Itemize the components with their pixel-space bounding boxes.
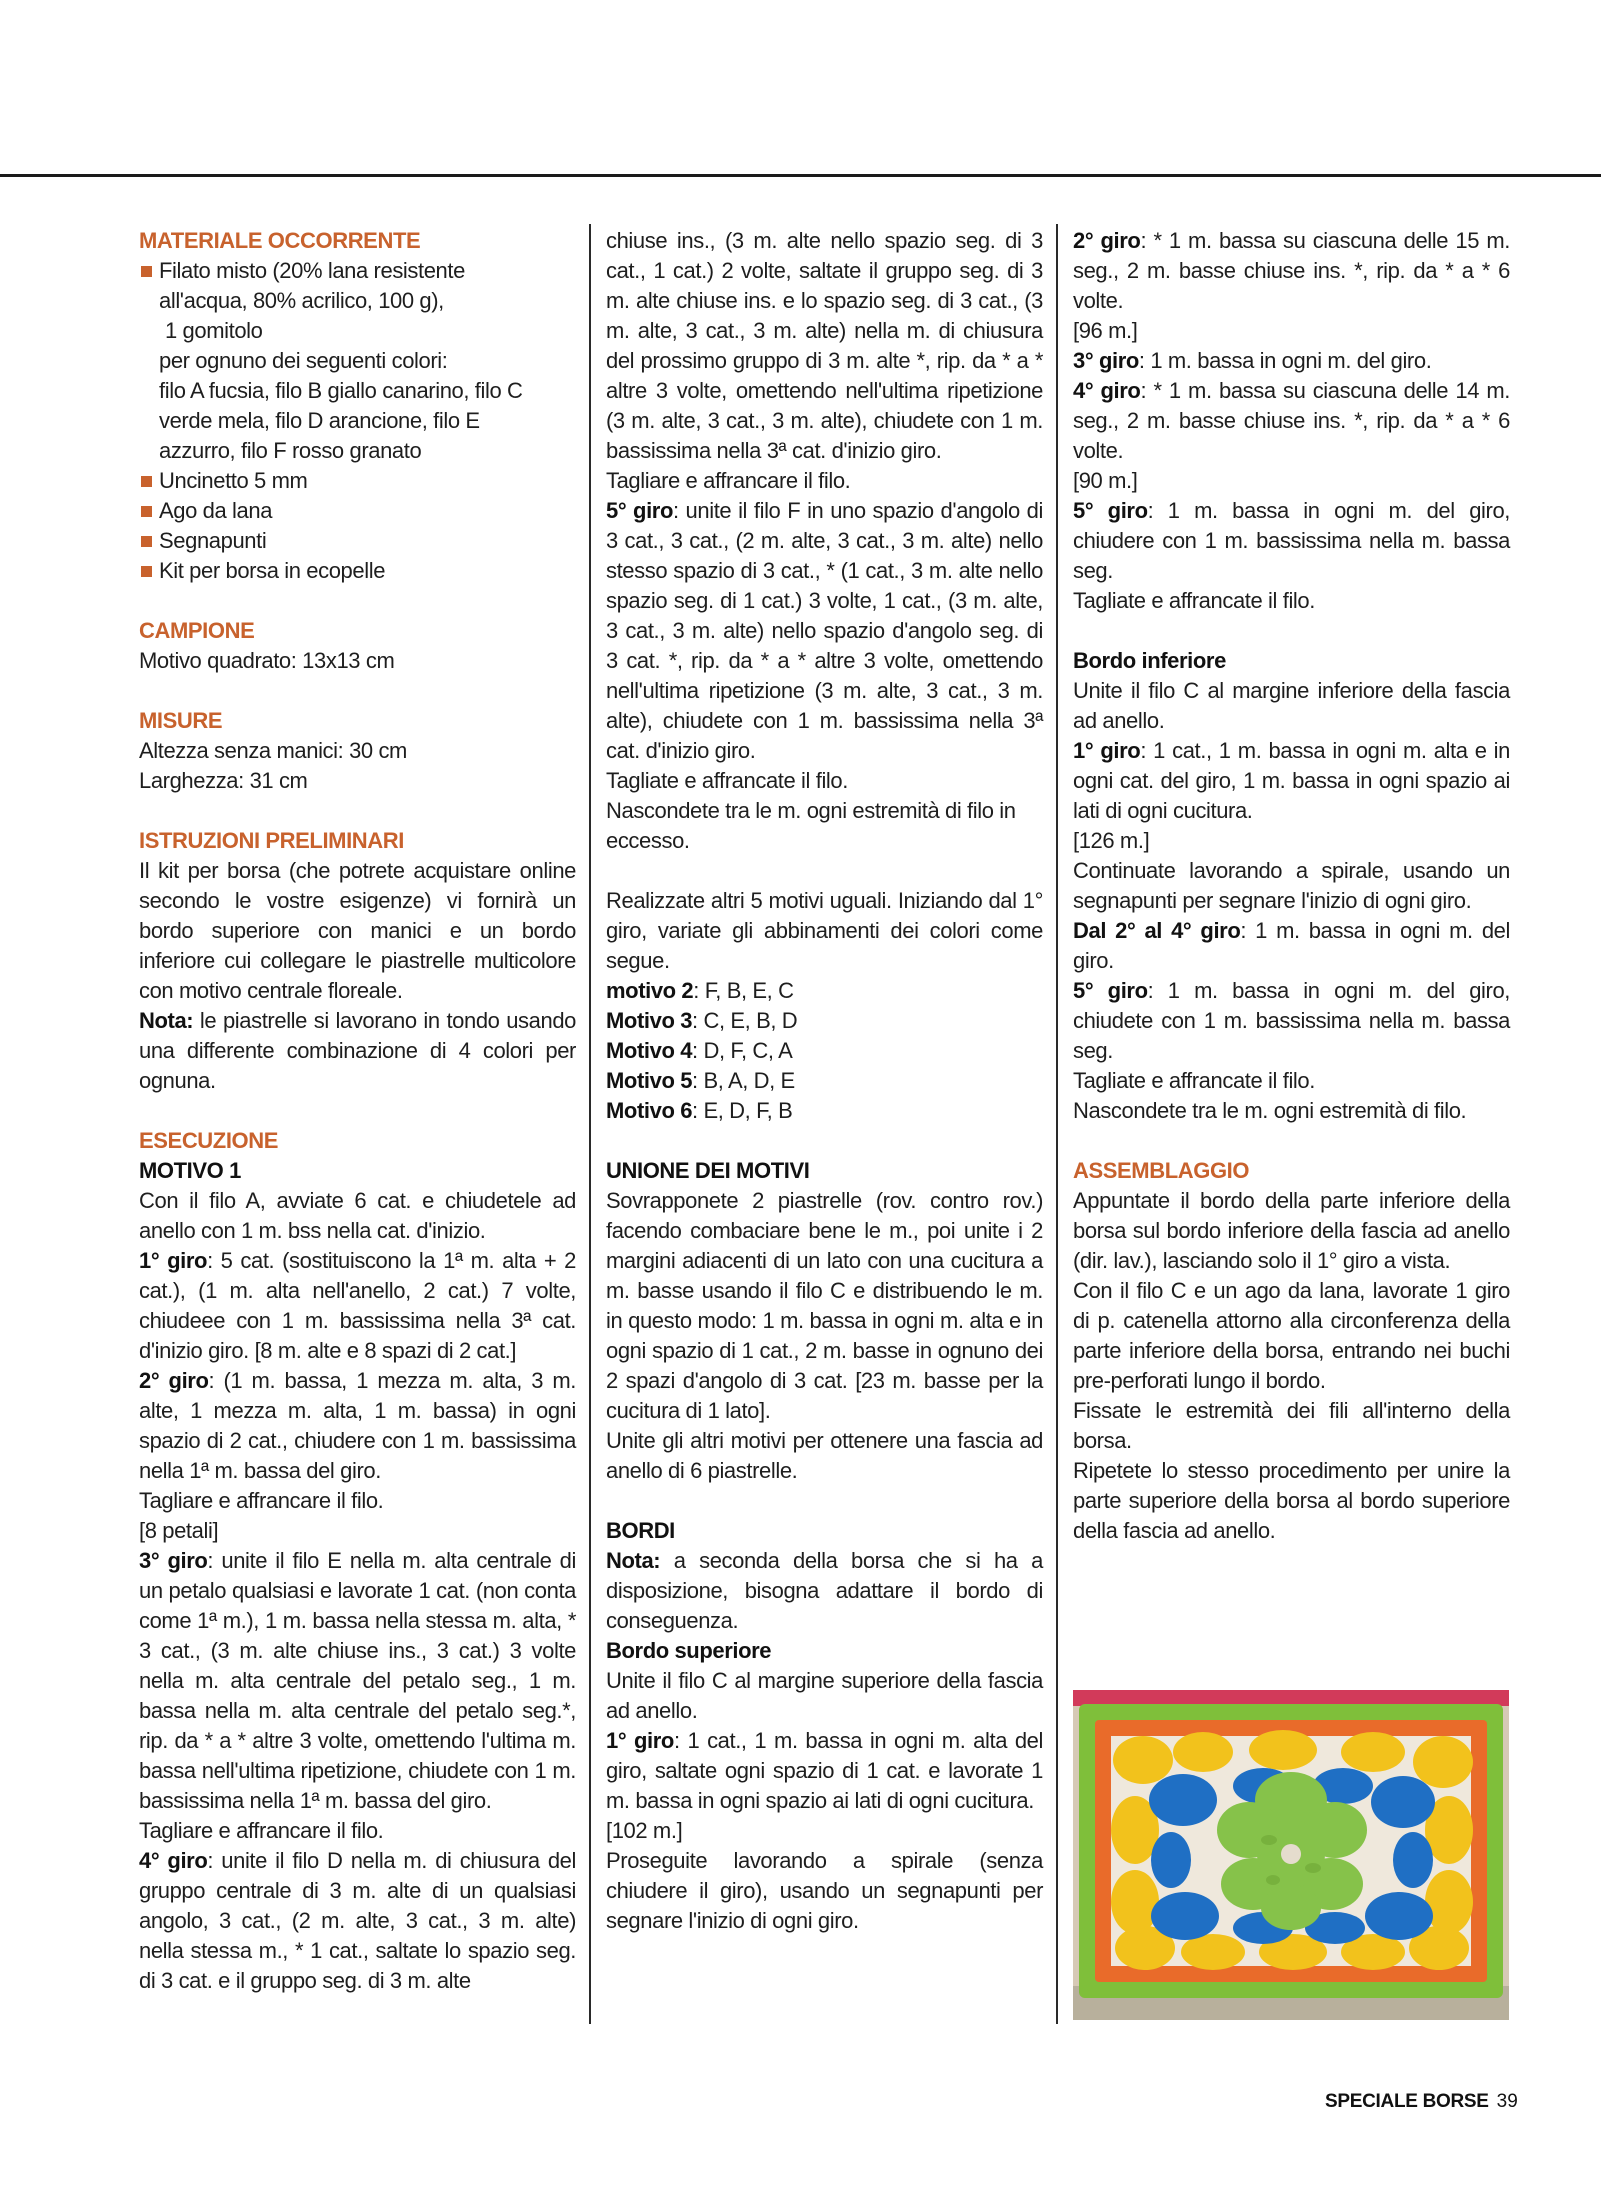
material-item: Ago da lana: [139, 496, 576, 526]
material-item-cont: per ognuno dei seguenti colori:: [159, 348, 448, 373]
giro-2-tail: Tagliare e affrancare il filo.: [139, 1488, 384, 1513]
motivo-combo: Motivo 6: E, D, F, B: [606, 1098, 793, 1123]
campione-heading: CAMPIONE: [139, 618, 255, 643]
bordo-inferiore-text: Unite il filo C al margine inferiore della fascia ad anello.: [1073, 678, 1510, 733]
bi-dal-giro: Dal 2° al 4° giro: 1 m. bassa in ogni m. del giro.: [1073, 918, 1510, 973]
assemblaggio-heading: ASSEMBLAGGIO: [1073, 1158, 1250, 1183]
bordo-superiore-text: Unite il filo C al margine superiore della fascia ad anello.: [606, 1668, 1043, 1723]
material-item: Filato misto (20% lana resistente: [139, 256, 576, 286]
bi-giro-1-count: [126 m.]: [1073, 828, 1150, 853]
unione-text-2: Unite gli altri motivi per ottenere una fascia ad anello di 6 piastrelle.: [606, 1428, 1043, 1483]
bordi-heading: BORDI: [606, 1518, 675, 1543]
bordo-inferiore-heading: Bordo inferiore: [1073, 648, 1226, 673]
bullet-icon: [141, 266, 152, 277]
material-item-cont: verde mela, filo D arancione, filo E: [159, 408, 480, 433]
top-rule: [0, 174, 1601, 177]
column-2: [606, 226, 1043, 1936]
misure-heading: MISURE: [139, 708, 223, 733]
giro-4-cont: chiuse ins., (3 m. alte nello spazio seg. di 3 cat., 1 cat.) 2 volte, saltate il gruppo seg. di 3 m. alte chiuse ins. e lo spazio seg. di 3 cat., (3 m. alte, 3 cat., 3 m. alte) nella m. di chiusura del prossimo gruppo di 3 m. alte *, rip. da * a * altre 3 volte, omettendo nell'ultima ripetizione (3 m. alte, 3 cat., 3 m. alte), chiudete con 1 m. bassissima nella 3ª cat. d'inizio giro.: [606, 228, 1043, 463]
motivo1-heading: MOTIVO 1: [139, 1158, 241, 1183]
bs-proseguite: Proseguite lavorando a spirale (senza chiudere il giro), usando un segnapunti per segnare l'inizio di ogni giro.: [606, 1848, 1043, 1933]
material-item-cont: azzurro, filo F rosso granato: [159, 438, 422, 463]
bs-giro-3: 3° giro: 1 m. bassa in ogni m. del giro.: [1073, 348, 1432, 373]
bs-giro-5-tail: Tagliate e affrancate il filo.: [1073, 588, 1315, 613]
bs-giro-2: 2° giro: * 1 m. bassa su ciascuna delle 15 m. seg., 2 m. basse chiuse ins. *, rip. da * a * 6 volte.: [1073, 228, 1510, 313]
material-item-cont: all'acqua, 80% acrilico, 100 g),: [159, 288, 444, 313]
bordi-nota: Nota: a seconda della borsa che si ha a disposizione, bisogna adattare il bordo di conseguenza.: [606, 1548, 1043, 1633]
motivo-combo: Motivo 3: C, E, B, D: [606, 1008, 798, 1033]
misure-text: Larghezza: 31 cm: [139, 768, 308, 793]
giro-3-tail: Tagliare e affrancare il filo.: [139, 1818, 384, 1843]
bi-tail: Nascondete tra le m. ogni estremità di filo.: [1073, 1098, 1467, 1123]
nota-paragraph: Nota: le piastrelle si lavorano in tondo usando una differente combinazione di 4 colori per ognuna.: [139, 1008, 576, 1093]
material-item-cont: 1 gomitolo: [165, 318, 263, 343]
motivo-combo: Motivo 4: D, F, C, A: [606, 1038, 793, 1063]
column-divider: [1056, 224, 1058, 2024]
unione-heading: UNIONE DEI MOTIVI: [606, 1158, 810, 1183]
bullet-icon: [141, 536, 152, 547]
materials-heading: MATERIALE OCCORRENTE: [139, 228, 421, 253]
column-1: [139, 226, 576, 1996]
motivo-combo: Motivo 5: B, A, D, E: [606, 1068, 795, 1093]
material-item: Segnapunti: [139, 526, 576, 556]
material-item: Kit per borsa in ecopelle: [139, 556, 576, 586]
giro-4-tail: Tagliare e affrancare il filo.: [606, 468, 851, 493]
unione-text: Sovrapponete 2 piastrelle (rov. contro rov.) facendo combaciare bene le m., poi unite i 2 margini adiacenti di un lato con una cucitura a m. basse usando il filo C e distribuendo le m. in questo modo: 1 m. bassa in ogni m. alta e in ogni spazio di 1 cat., 2 m. basse in ognuno dei 2 spazi d'angolo di 3 cat. [23 m. basse per la cucitura di 1 lato].: [606, 1188, 1043, 1423]
giro-4: 4° giro: unite il filo D nella m. di chiusura del gruppo centrale di 3 m. alte di un qualsiasi angolo, 3 cat., (2 m. alte, 3 cat., 3 m. alte) nella stessa m., * 1 cat., saltate lo spazio seg. di 3 cat. e il gruppo seg. di 3 m. alte: [139, 1848, 576, 1993]
assemblaggio-text: Ripetete lo stesso procedimento per unire la parte superiore della borsa al bordo superiore della fascia ad anello.: [1073, 1458, 1510, 1543]
assemblaggio-text: Appuntate il bordo della parte inferiore della borsa sul bordo inferiore della fascia ad anello (dir. lav.), lasciando solo il 1° giro a vista.: [1073, 1188, 1510, 1273]
misure-text: Altezza senza manici: 30 cm: [139, 738, 407, 763]
bi-giro-5: 5° giro: 1 m. bassa in ogni m. del giro, chiudete con 1 m. bassissima nella m. bassa seg.: [1073, 978, 1510, 1063]
campione-text: Motivo quadrato: 13x13 cm: [139, 648, 395, 673]
istruzioni-text: Il kit per borsa (che potrete acquistare online secondo le vostre esigenze) vi fornirà un bordo superiore con manici e un bordo inferiore cui collegare le piastrelle multicolore con motivo centrale floreale.: [139, 858, 576, 1003]
bs-giro-1-count: [102 m.]: [606, 1818, 683, 1843]
bs-giro-2-count: [96 m.]: [1073, 318, 1138, 343]
material-item-cont: filo A fucsia, filo B giallo canarino, filo C: [159, 378, 523, 403]
giro-3: 3° giro: unite il filo E nella m. alta centrale di un petalo qualsiasi e lavorate 1 cat. (non conta come 1ª m.), 1 m. bassa nella stessa m. alta, * 3 cat., (3 m. alte chiuse ins., 3 cat.) 3 volte nella m. alta centrale del petalo seg., 1 m. bassa nella m. alta centrale del petalo seg.*, rip. da * a * altre 3 volte, omettendo l'ultima m. bassa nell'ultima ripetizione, chiudete con 1 m. bassissima nella 1ª m. bassa del giro.: [139, 1548, 577, 1813]
motivo1-intro: Con il filo A, avviate 6 cat. e chiudetele ad anello con 1 m. bss nella cat. d'inizio.: [139, 1188, 576, 1243]
bullet-icon: [141, 566, 152, 577]
column-3: [1073, 226, 1510, 1546]
bi-continuate: Continuate lavorando a spirale, usando un segnapunti per segnare l'inizio di ogni giro.: [1073, 858, 1510, 913]
bs-giro-4-count: [90 m.]: [1073, 468, 1138, 493]
bi-giro-1: 1° giro: 1 cat., 1 m. bassa in ogni m. alta e in ogni cat. del giro, 1 m. bassa in ogni spazio ai lati di ogni cucitura.: [1073, 738, 1510, 823]
section-title: SPECIALE BORSE: [1325, 2091, 1489, 2112]
motivo-combo: motivo 2: F, B, E, C: [606, 978, 794, 1003]
giro-2: 2° giro: (1 m. bassa, 1 mezza m. alta, 3 m. alte, 1 mezza m. alta, 1 m. bassa) in ogni spazio di 2 cat., chiudere con 1 m. bassissima nella 1ª m. bassa del giro.: [139, 1368, 576, 1483]
bullet-icon: [141, 476, 152, 487]
giro-2-count: [8 petali]: [139, 1518, 219, 1543]
column-divider: [589, 224, 591, 2024]
giro-1: 1° giro: 5 cat. (sostituiscono la 1ª m. alta + 2 cat.), (1 m. alta nell'anello, 2 cat.) 7 volte, chiudeee con 1 m. bassissima nella 3ª cat. d'inizio giro. [8 m. alte e 8 spazi di 2 cat.]: [139, 1248, 576, 1363]
giro-5-tail: Tagliate e affrancate il filo.: [606, 768, 848, 793]
bi-tail: Tagliate e affrancate il filo.: [1073, 1068, 1315, 1093]
granny-square-photo: [1073, 1690, 1509, 2020]
nota-label: Nota:: [139, 1008, 194, 1033]
esecuzione-heading: ESECUZIONE: [139, 1128, 279, 1153]
assemblaggio-text: Con il filo C e un ago da lana, lavorate 1 giro di p. catenella attorno alla circonferenza della parte inferiore della borsa, entrando nei buchi pre-perforati lungo il bordo.: [1073, 1278, 1510, 1393]
assemblaggio-text: Fissate le estremità dei fili all'interno della borsa.: [1073, 1398, 1510, 1453]
page-footer: [1325, 2087, 1518, 2117]
bs-giro-1: 1° giro: 1 cat., 1 m. bassa in ogni m. alta del giro, saltate ogni spazio di 1 cat. e lavorate 1 m. bassa in ogni spazio ai lati di ogni cucitura.: [606, 1728, 1043, 1813]
istruzioni-heading: ISTRUZIONI PRELIMINARI: [139, 828, 404, 853]
page-number: 39: [1496, 2091, 1518, 2112]
bullet-icon: [141, 506, 152, 517]
material-item: Uncinetto 5 mm: [139, 466, 576, 496]
giro-5: 5° giro: unite il filo F in uno spazio d'angolo di 3 cat., 3 cat., (2 m. alte, 3 cat., 3 m. alte) nello stesso spazio di 3 cat., * (1 cat., 3 m. alte nello spazio seg. di 1 cat.) 3 volte, 1 cat., (3 m. alte, 3 cat., 3 m. alte) nello spazio d'angolo seg. di 3 cat. *, rip. da * a * altre 3 volte, omettendo nell'ultima ripetizione (3 m. alte, 3 cat., 3 m. alte), chiudete con 1 m. bassissima nella 3ª cat. d'inizio giro.: [606, 498, 1043, 763]
bs-giro-5: 5° giro: 1 m. bassa in ogni m. del giro, chiudere con 1 m. bassissima nella m. bassa seg.: [1073, 498, 1510, 583]
bs-giro-4: 4° giro: * 1 m. bassa su ciascuna delle 14 m. seg., 2 m. basse chiuse ins. *, rip. da * a * 6 volte.: [1073, 378, 1510, 463]
bordo-superiore-heading: Bordo superiore: [606, 1638, 772, 1663]
giro-5-tail: Nascondete tra le m. ogni estremità di filo in eccesso.: [606, 798, 1016, 853]
realizzate-text: Realizzate altri 5 motivi uguali. Iniziando dal 1° giro, variate gli abbinamenti dei colori come segue.: [606, 888, 1043, 973]
